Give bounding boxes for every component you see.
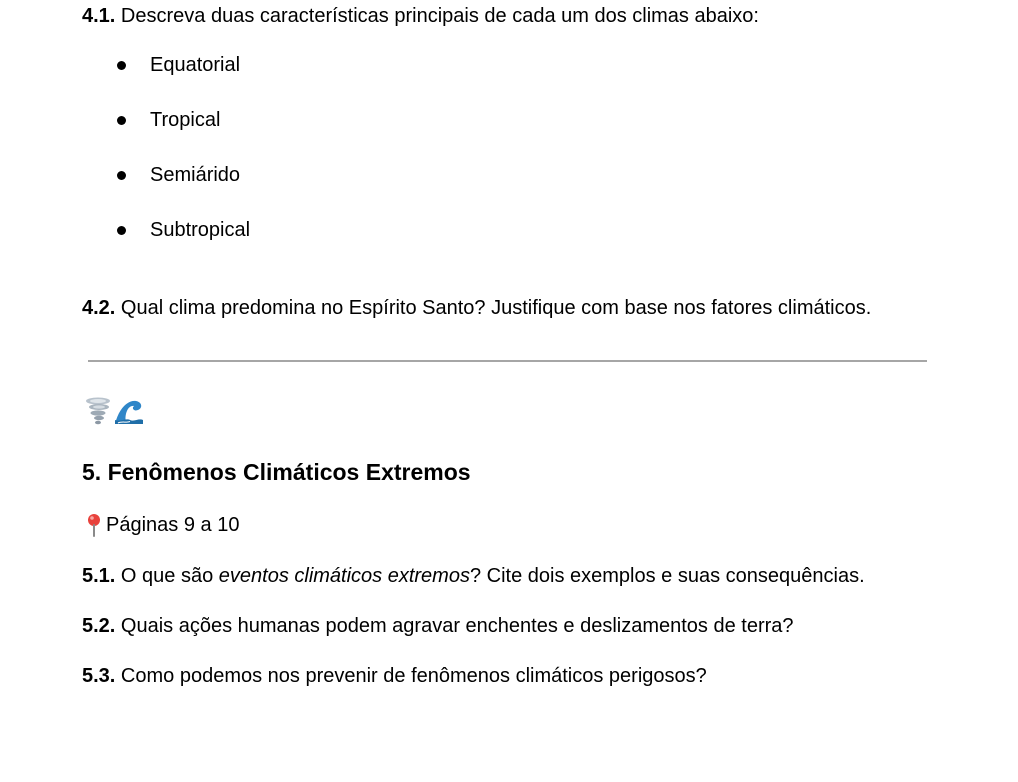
section-emoji-row <box>84 397 144 429</box>
pages-text: Páginas 9 a 10 <box>106 514 240 536</box>
question-number: 5.3. <box>82 665 116 687</box>
question-number: 4.1. <box>82 5 116 27</box>
horizontal-divider <box>88 360 927 362</box>
question-text: Qual clima predomina no Espírito Santo? Justifique com base nos fatores climáticos. <box>115 297 872 319</box>
list-item: Semiárido <box>150 164 241 186</box>
question-5-1 <box>82 564 865 588</box>
question-text: Descreva duas características principais de cada um dos climas abaixo: <box>115 5 759 27</box>
bullet-icon <box>117 61 126 70</box>
question-5-3 <box>82 664 707 688</box>
question-text: Quais ações humanas podem agravar enchentes e deslizamentos de terra? <box>115 615 794 637</box>
bullet-icon <box>117 171 126 180</box>
question-number: 5.2. <box>82 615 116 637</box>
wave-icon <box>114 396 144 431</box>
question-text-start: O que são <box>115 565 219 587</box>
tornado-icon <box>84 396 112 431</box>
question-5-2 <box>82 614 794 638</box>
question-text-end: ? Cite dois exemplos e suas consequências. <box>469 565 865 587</box>
bullet-icon <box>117 116 126 125</box>
pages-reference <box>84 512 239 538</box>
list-item: Subtropical <box>150 219 251 241</box>
bullet-icon <box>117 226 126 235</box>
list-item: Equatorial <box>150 54 241 76</box>
list-item: Tropical <box>150 109 221 131</box>
question-number: 5.1. <box>82 565 116 587</box>
section-title: 5. Fenômenos Climáticos Extremos <box>82 459 471 485</box>
question-text: Como podemos nos prevenir de fenômenos climáticos perigosos? <box>115 665 707 687</box>
question-number: 4.2. <box>82 297 116 319</box>
question-4-2 <box>82 296 871 320</box>
pin-icon <box>84 513 106 537</box>
question-4-1 <box>82 4 759 28</box>
question-emphasis: eventos climáticos extremos <box>218 565 470 587</box>
